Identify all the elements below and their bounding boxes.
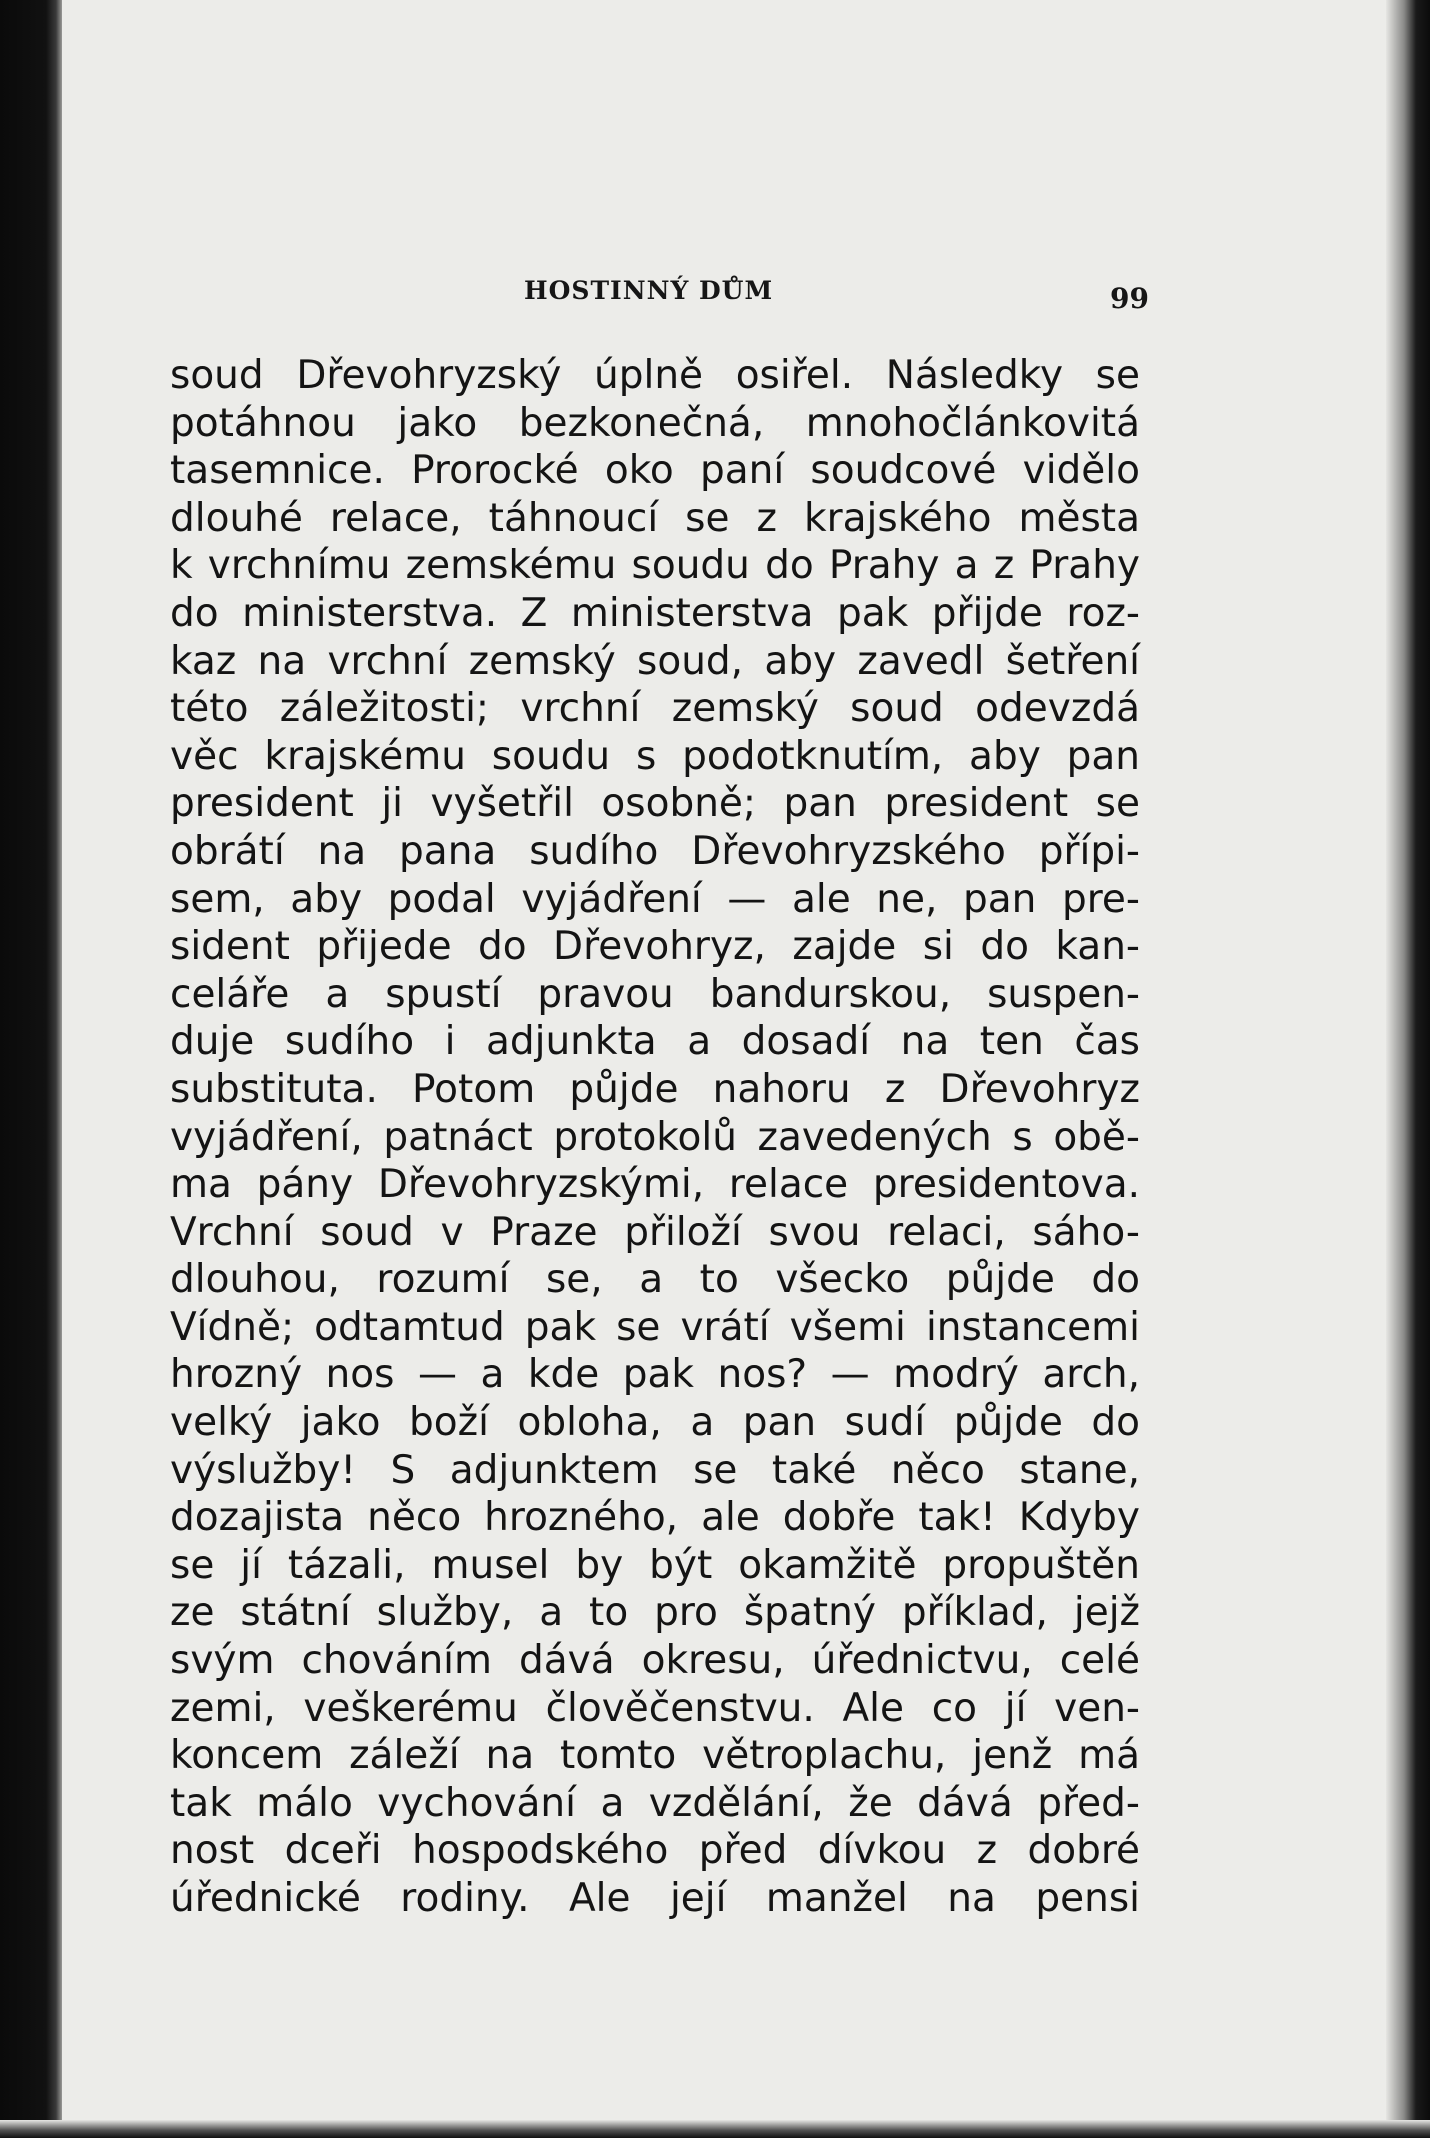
body-text xyxy=(170,352,1140,1923)
text-line: obrátí na pana sudího Dřevohryzského přípi- xyxy=(170,828,1140,874)
text-line: kaz na vrchní zemský soud, aby zavedl šetření xyxy=(170,638,1140,684)
text-line: velký jako boží obloha, a pan sudí půjde do xyxy=(170,1400,1140,1446)
text-line: se jí tázali, musel by být okamžitě propuštěn xyxy=(170,1542,1140,1588)
text-line: této záležitosti; vrchní zemský soud odevzdá xyxy=(170,686,1140,732)
text-line: Vrchní soud v Praze přiloží svou relaci, sáho- xyxy=(170,1209,1140,1255)
text-line: potáhnou jako bezkonečná, mnohočlánkovitá xyxy=(170,400,1140,446)
text-line: dlouhé relace, táhnoucí se z krajského města xyxy=(170,495,1140,541)
text-line: do ministerstva. Z ministerstva pak přijde roz- xyxy=(170,590,1140,636)
text-line: k vrchnímu zemskému soudu do Prahy a z Prahy xyxy=(170,543,1140,589)
text-line: celáře a spustí pravou bandurskou, suspen- xyxy=(170,971,1140,1017)
text-line: zemi, veškerému člověčenstvu. Ale co jí ven- xyxy=(170,1685,1140,1731)
text-line: hrozný nos — a kde pak nos? — modrý arch, xyxy=(170,1352,1140,1398)
text-line: soud Dřevohryzský úplně osiřel. Následky se xyxy=(170,353,1140,398)
text-line: koncem záleží na tomto větroplachu, jenž má xyxy=(170,1733,1140,1779)
text-line: tak málo vychování a vzdělání, že dává před- xyxy=(170,1780,1140,1826)
scan-right-edge xyxy=(1386,0,1430,2138)
text-line: dlouhou, rozumí se, a to všecko půjde do xyxy=(170,1257,1140,1303)
text-line: vyjádření, patnáct protokolů zavedených s obě- xyxy=(170,1114,1140,1160)
text-line: svým chováním dává okresu, úřednictvu, celé xyxy=(170,1638,1140,1684)
text-line: Vídně; odtamtud pak se vrátí všemi instancemi xyxy=(170,1304,1140,1350)
text-line: úřednické rodiny. Ale její manžel na pensi xyxy=(170,1876,1140,1921)
text-line: ma pány Dřevohryzskými, relace presidentova. xyxy=(170,1162,1140,1208)
text-line: duje sudího i adjunkta a dosadí na ten čas xyxy=(170,1019,1140,1065)
text-line: nost dceři hospodského před dívkou z dobré xyxy=(170,1828,1140,1874)
text-line: sem, aby podal vyjádření — ale ne, pan pre- xyxy=(170,876,1140,922)
scan-left-edge xyxy=(0,0,62,2138)
text-line: ze státní služby, a to pro špatný příklad, jejž xyxy=(170,1590,1140,1636)
text-line: substituta. Potom půjde nahoru z Dřevohryz xyxy=(170,1066,1140,1112)
page-header xyxy=(524,276,1149,316)
text-line: dozajista něco hrozného, ale dobře tak! Kdyby xyxy=(170,1495,1140,1541)
running-title: HOSTINNÝ DŮM xyxy=(524,276,774,305)
page-number: 99 xyxy=(1110,282,1149,315)
text-line: president ji vyšetřil osobně; pan president se xyxy=(170,781,1140,827)
text-line: tasemnice. Prorocké oko paní soudcové vidělo xyxy=(170,448,1140,494)
text-line: výslužby! S adjunktem se také něco stane, xyxy=(170,1447,1140,1493)
scan-bottom-edge xyxy=(0,2120,1430,2138)
text-line: věc krajskému soudu s podotknutím, aby pan xyxy=(170,733,1140,779)
text-line: sident přijede do Dřevohryz, zajde si do kan- xyxy=(170,924,1140,970)
